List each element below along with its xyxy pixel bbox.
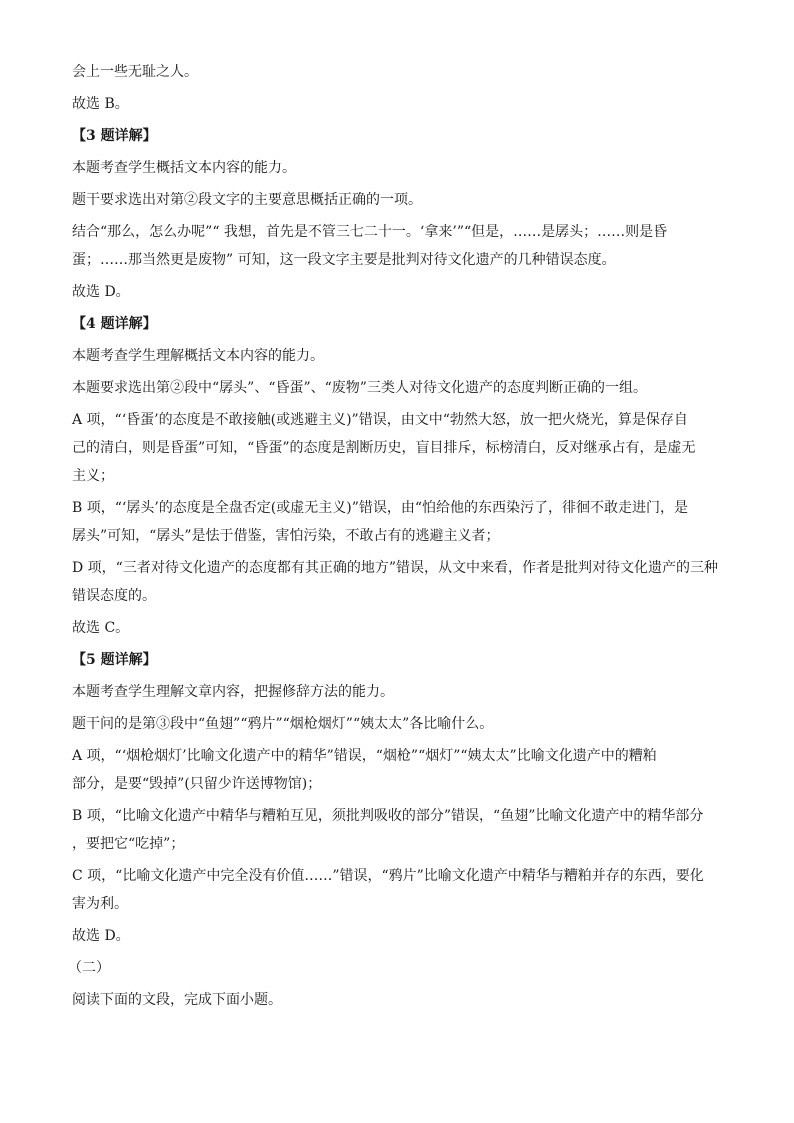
text-line: 本题考查学生理解文章内容，把握修辞方法的能力。: [72, 684, 394, 700]
section-heading: 【4 题详解】: [72, 316, 157, 332]
text-line: 部分，是要“毁掉”(只留少许送博物馆)；: [72, 776, 322, 792]
text-line: C 项，“比喻文化遗产中完全没有价值……”错误，“鸦片”比喻文化遗产中精华与糟粕并存的东西，要化: [72, 868, 704, 884]
text-line: D 项，“三者对待文化遗产的态度都有其正确的地方”错误，从文中来看，作者是批判对待文化遗产的三种: [72, 560, 718, 576]
text-line: ，要把它“吃掉”；: [72, 836, 185, 852]
text-line: 故选 C。: [72, 620, 130, 636]
text-line: 会上一些无耻之人。: [72, 64, 198, 80]
text-line: 题干问的是第③段中“鱼翅”“鸦片”“烟枪烟灯”“姨太太”各比喻什么。: [72, 716, 494, 732]
section-heading: 【3 题详解】: [72, 128, 157, 144]
text-line: 蛋；……那当然更是废物” 可知，这一段文字主要是批判对待文化遗产的几种错误态度。: [72, 252, 616, 268]
text-line: 错误态度的。: [72, 588, 156, 604]
document-body: [68, 62, 728, 1010]
text-line: 故选 B。: [72, 96, 129, 112]
text-line: B 项，“比喻文化遗产中精华与糟粕互见，须批判吸收的部分”错误，“鱼翅”比喻文化遗产中的精华部分: [72, 808, 704, 824]
text-line: 害为利。: [72, 896, 128, 912]
text-line: 本题考查学生理解概括文本内容的能力。: [72, 348, 324, 364]
text-line: 主义；: [72, 468, 114, 484]
text-line: 阅读下面的文段，完成下面小题。: [72, 992, 282, 1008]
text-line: A 项，“‘昏蛋’的态度是不敢接触(或逃避主义)”错误，由文中“勃然大怒，放一把火烧光，算是保存自: [72, 412, 688, 428]
text-line: B 项，“‘孱头’的态度是全盘否定(或虚无主义)”错误，由“怕给他的东西染污了，徘徊不敢走进门，是: [72, 500, 689, 516]
text-line: 题干要求选出对第②段文字的主要意思概括正确的一项。: [72, 192, 422, 208]
text-line: 故选 D。: [72, 928, 130, 944]
text-line: 孱头”可知，“孱头”是怯于借鉴，害怕污染，不敢占有的逃避主义者；: [72, 528, 500, 544]
text-line: 己的清白，则是昏蛋”可知，“昏蛋”的态度是割断历史，盲目排斥，标榜清白，反对继承占有，是虚无: [72, 440, 696, 456]
text-line: 本题考查学生概括文本内容的能力。: [72, 160, 296, 176]
text-line: A 项，“‘烟枪烟灯’比喻文化遗产中的精华”错误，“烟枪”“烟灯”“姨太太”比喻文化遗产中的糟粕: [72, 748, 657, 764]
text-line: （二）: [68, 960, 110, 976]
text-line: 故选 D。: [72, 284, 130, 300]
text-line: 本题要求选出第②段中“孱头”、“昏蛋”、“废物”三类人对待文化遗产的态度判断正确的一组。: [72, 380, 647, 396]
text-line: 结合“那么，怎么办呢”“ 我想，首先是不管三七二十一。‘拿来’”“但是，……是孱头；……则是昏: [72, 224, 668, 240]
section-heading: 【5 题详解】: [72, 652, 157, 668]
